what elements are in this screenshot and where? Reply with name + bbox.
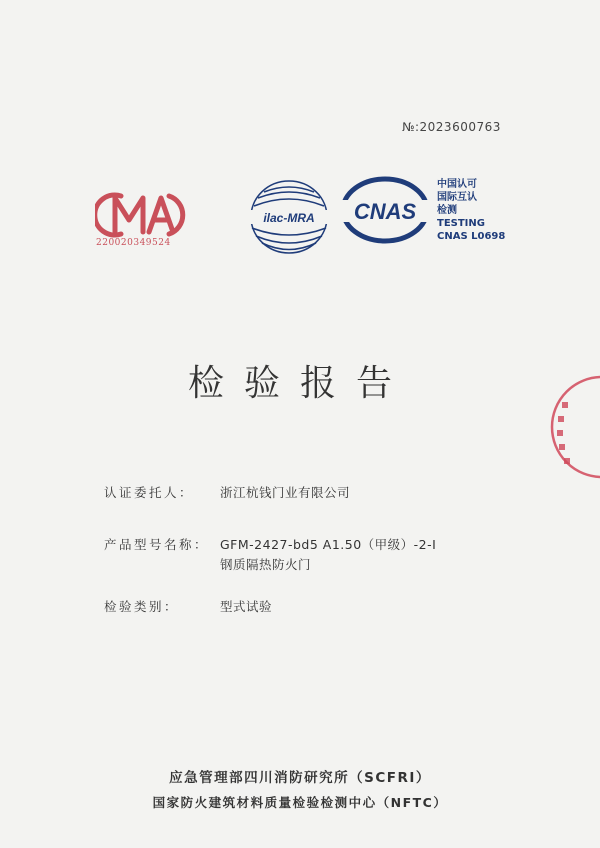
report-number: №:2023600763 [402, 120, 501, 134]
cnas-line: CNAS L0698 [437, 231, 506, 242]
product-model-value: GFM-2427-bd5 A1.50（甲级）-2-Ⅰ [220, 537, 437, 552]
client-value: 浙江杭钱门业有限公司 [220, 485, 351, 500]
cnas-line: 中国认可 [437, 179, 477, 190]
cnas-line: 检测 [437, 205, 457, 216]
client-label: 认证委托人： [104, 485, 195, 500]
red-seal-stamp-icon [540, 372, 600, 482]
category-value: 型式试验 [220, 599, 273, 614]
issuer-center-name: 国家防火建筑材料质量检验检测中心（NFTC） [152, 795, 448, 810]
issuer-name: 应急管理部四川消防研究所（SCFRI） [169, 770, 431, 786]
cnas-line: 国际互认 [437, 192, 477, 203]
product-label: 产品型号名称： [104, 537, 210, 552]
cma-logo-icon [95, 186, 191, 246]
cnas-logo-icon [340, 176, 430, 244]
cma-certificate-number: 220020349524 [96, 238, 171, 248]
product-name-value: 钢质隔热防火门 [220, 557, 312, 572]
ilac-mra-logo-icon [248, 178, 330, 256]
page-title: 检验报告 [187, 363, 412, 404]
category-label: 检验类别： [104, 599, 180, 614]
svg-text:CNAS: CNAS [353, 199, 417, 224]
cnas-line: TESTING [437, 218, 485, 229]
cnas-accreditation-text [437, 178, 505, 243]
svg-text:ilac-MRA: ilac-MRA [263, 211, 315, 225]
